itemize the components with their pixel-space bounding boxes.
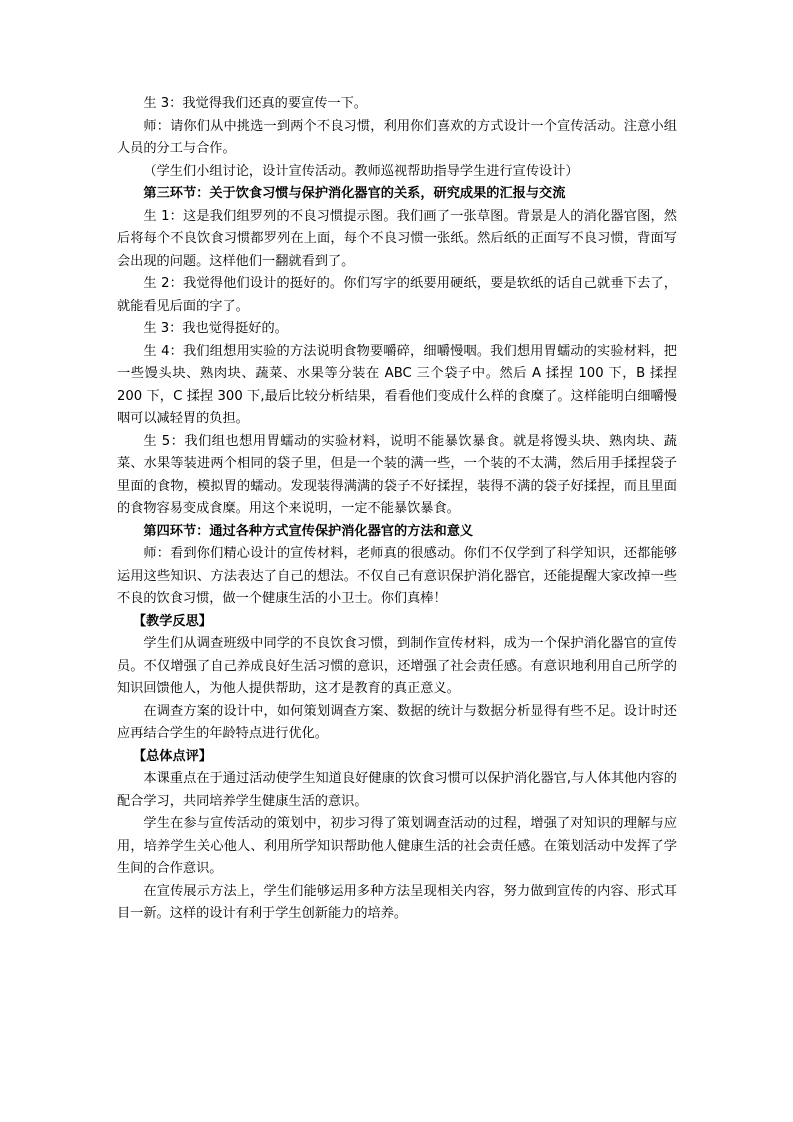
paragraph-14: 在调查方案的设计中，如何策划调查方案、数据的统计与数据分析显得有些不足。设计时还应再结合学生的年龄特点进行优化。: [117, 703, 677, 741]
paragraph-2: 师：请你们从中挑选一到两个不良习惯，利用你们喜欢的方式设计一个宣传活动。注意小组人员的分工与合作。: [117, 118, 677, 156]
section-heading-4: 第四环节：通过各种方式宣传保护消化器官的方法和意义: [143, 523, 474, 539]
paragraph-16: 本课重点在于通过活动使学生知道良好健康的饮食习惯可以保护消化器官,与人体其他内容的配合学习，共同培养学生健康生活的意识。: [117, 771, 677, 809]
paragraph-3: （学生们小组讨论，设计宣传活动。教师巡视帮助指导学生进行宣传设计）: [143, 163, 579, 179]
paragraph-11: 师：看到你们精心设计的宣传材料，老师真的很感动。你们不仅学到了科学知识，还都能够运用这些知识、方法表达了自己的想法。不仅自己有意识保护消化器官，还能提醒大家改掉一些不良的饮食习惯，做一个健康生活的小卫士。你们真棒！: [117, 546, 677, 606]
paragraph-17: 学生在参与宣传活动的策划中，初步习得了策划调查活动的过程，增强了对知识的理解与应用，培养学生关心他人、利用所学知识帮助他人健康生活的社会责任感。在策划活动中发挥了学生间的合作意识。: [117, 816, 677, 876]
paragraph-5: 生 1：这是我们组罗列的不良习惯提示图。我们画了一张草图。背景是人的消化器官图，然后将每个不良饮食习惯都罗列在上面，每个不良习惯一张纸。然后纸的正面写不良习惯，背面写会出现的问题。这样他们一翻就看到了。: [117, 208, 677, 269]
document-body: [117, 93, 677, 926]
paragraph-9: 生 5：我们组也想用胃蠕动的实验材料，说明不能暴饮暴食。就是将馒头块、熟肉块、蔬菜、水果等装进两个相同的袋子里，但是一个装的满一些，一个装的不太满，然后用手揉捏袋子里面的食物，模拟胃的蠕动。发现装得满满的袋子不好揉捏，装得不满的袋子好揉捏，而且里面的食物容易变成食糜。用这个来说明，一定不能暴饮暴食。: [117, 433, 677, 516]
paragraph-8: 生 4：我们组想用实验的方法说明食物要嚼碎，细嚼慢咽。我们想用胃蠕动的实验材料，把一些馒头块、熟肉块、蔬菜、水果等分装在 ABC 三个袋子中。然后 A 揉捏 100 下，B 揉捏 200 下，C 揉捏 300 下,最后比较分析结果，看看他们变成什么样的食糜了。这样能明白细嚼慢咽可以减轻胃的负担。: [117, 343, 677, 426]
section-heading-3: 第三环节：关于饮食习惯与保护消化器官的关系，研究成果的汇报与交流: [143, 186, 566, 201]
paragraph-1: 生 3：我觉得我们还真的要宣传一下。: [143, 96, 367, 111]
paragraph-13: 学生们从调查班级中同学的不良饮食习惯，到制作宣传材料，成为一个保护消化器官的宣传员。不仅增强了自己养成良好生活习惯的意识，还增强了社会责任感。有意识地利用自己所学的知识回馈他人，为他人提供帮助，这才是教育的真正意义。: [117, 636, 677, 696]
reflection-heading: 【教学反思】: [132, 613, 212, 629]
review-heading: 【总体点评】: [132, 748, 212, 764]
paragraph-18: 在宣传展示方法上，学生们能够运用多种方法呈现相关内容，努力做到宣传的内容、形式耳目一新。这样的设计有利于学生创新能力的培养。: [117, 883, 677, 921]
paragraph-7: 生 3：我也觉得挺好的。: [143, 321, 288, 336]
paragraph-6: 生 2：我觉得他们设计的挺好的。你们写字的纸要用硬纸，要是软纸的话自己就垂下去了，就能看见后面的字了。: [117, 276, 677, 314]
